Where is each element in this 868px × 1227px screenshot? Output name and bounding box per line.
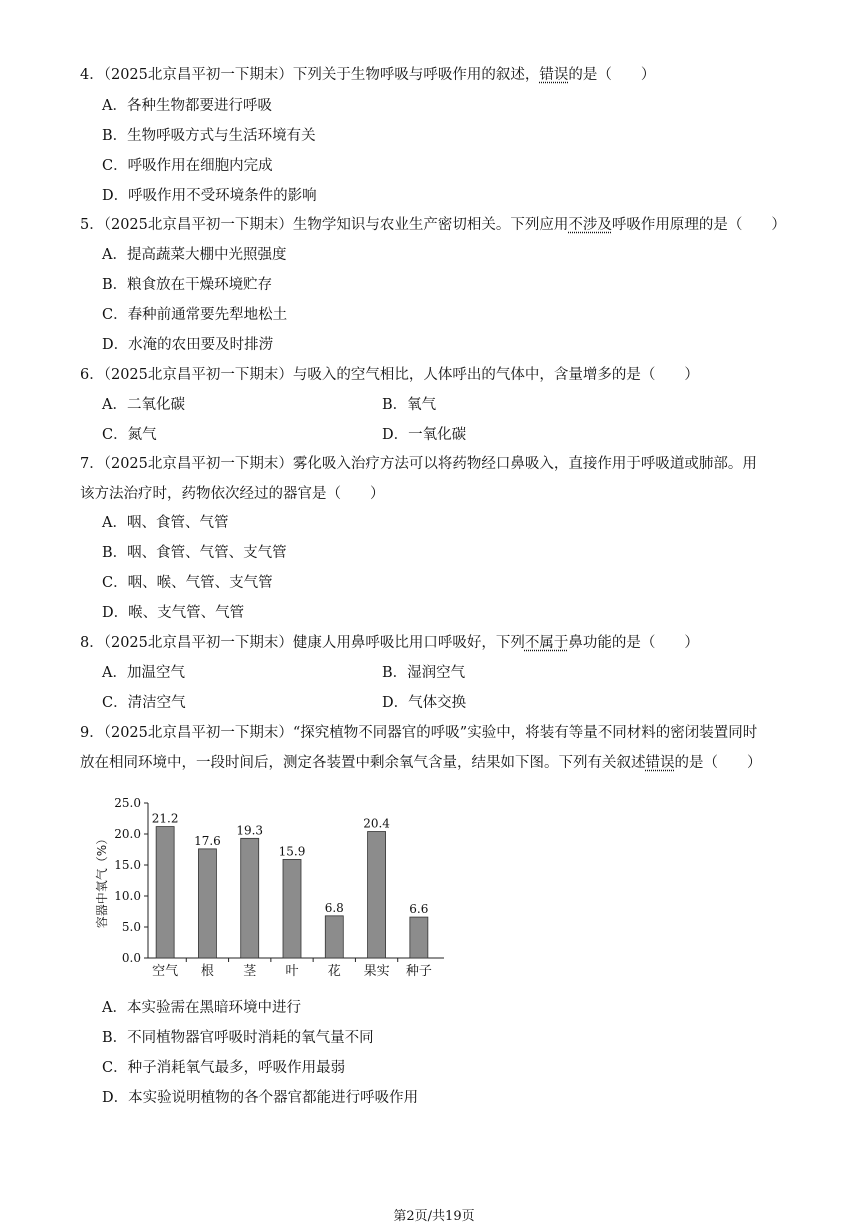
question-number: 5． bbox=[80, 217, 104, 233]
option-b: B．生物呼吸方式与生活环境有关 bbox=[102, 128, 316, 144]
stem-text: 雾化吸入治疗方法可以将药物经口鼻吸入，直接作用于呼吸道或肺部。用 bbox=[292, 456, 757, 472]
option-a: A．加温空气 bbox=[102, 665, 185, 681]
bar-种子 bbox=[410, 917, 428, 958]
question-6-stem bbox=[80, 360, 795, 390]
question-7-stem-line2: 该方法治疗时，药物依次经过的器官是（ ） bbox=[80, 486, 385, 502]
x-tick-label: 果实 bbox=[363, 964, 390, 979]
question-source: （2025北京昌平初一下期末） bbox=[103, 725, 293, 741]
y-axis-label: 容器中氧气（%） bbox=[95, 832, 109, 929]
question-source: （2025北京昌平初一下期末） bbox=[103, 217, 293, 233]
option-d: D．呼吸作用不受环境条件的影响 bbox=[102, 188, 317, 204]
option-a: A．咽、食管、气管 bbox=[102, 515, 229, 531]
option-a: A．提高蔬菜大棚中光照强度 bbox=[102, 247, 287, 263]
x-tick-label: 根 bbox=[200, 964, 214, 979]
option-d: D．水淹的农田要及时排涝 bbox=[102, 337, 274, 353]
y-tick-label: 0.0 bbox=[121, 951, 141, 965]
bar-茎 bbox=[241, 838, 259, 958]
option-b: B．粮食放在干燥环境贮存 bbox=[102, 277, 273, 293]
option-c: C．呼吸作用在细胞内完成 bbox=[102, 158, 273, 174]
option-b: B．湿润空气 bbox=[382, 665, 466, 681]
oxygen-bar-chart bbox=[92, 793, 452, 983]
option-d: D．本实验说明植物的各个器官都能进行呼吸作用 bbox=[102, 1090, 419, 1106]
option-c: C．春种前通常要先犁地松土 bbox=[102, 307, 288, 323]
stem-text: 与吸入的空气相比，人体呼出的气体中，含量增多的是（ ） bbox=[292, 367, 699, 383]
question-9-stem-line2 bbox=[80, 748, 795, 778]
question-source: （2025北京昌平初一下期末） bbox=[103, 367, 293, 383]
stem-text: 下列关于生物呼吸与呼吸作用的叙述， bbox=[292, 67, 540, 83]
y-tick-label: 10.0 bbox=[114, 889, 141, 903]
question-number: 8． bbox=[80, 635, 104, 651]
option-c: C．种子消耗氧气最多，呼吸作用最弱 bbox=[102, 1060, 346, 1076]
stem-text: 的是（ ） bbox=[568, 67, 656, 83]
option-d: D．气体交换 bbox=[382, 695, 467, 711]
option-b: B．不同植物器官呼吸时消耗的氧气量不同 bbox=[102, 1030, 374, 1046]
question-source: （2025北京昌平初一下期末） bbox=[103, 635, 293, 651]
option-a: A．本实验需在黑暗环境中进行 bbox=[102, 1000, 301, 1016]
bar-叶 bbox=[283, 859, 301, 958]
page-footer: 第2页/共19页 bbox=[393, 1209, 475, 1224]
question-source: （2025北京昌平初一下期末） bbox=[103, 67, 293, 83]
bar-value-label: 15.9 bbox=[278, 844, 306, 859]
y-tick-label: 25.0 bbox=[114, 796, 141, 810]
x-tick-label: 空气 bbox=[152, 964, 179, 979]
x-tick-label: 茎 bbox=[243, 964, 257, 979]
option-c: C．咽、喉、气管、支气管 bbox=[102, 575, 273, 591]
question-7-stem bbox=[80, 449, 795, 479]
bar-value-label: 21.2 bbox=[151, 811, 179, 826]
bar-空气 bbox=[156, 827, 174, 958]
question-number: 7． bbox=[80, 456, 104, 472]
x-tick-label: 花 bbox=[327, 964, 341, 979]
option-c: C．氮气 bbox=[102, 427, 157, 443]
emphasis-text: 错误 bbox=[539, 67, 569, 83]
bar-花 bbox=[325, 916, 343, 958]
emphasis-text: 不属于 bbox=[524, 635, 569, 651]
question-8-stem bbox=[80, 628, 795, 658]
question-number: 6． bbox=[80, 367, 104, 383]
question-5-stem bbox=[80, 210, 795, 240]
question-number: 4． bbox=[80, 67, 104, 83]
y-tick-label: 15.0 bbox=[114, 858, 141, 872]
bar-value-label: 6.8 bbox=[324, 900, 344, 915]
stem-text: 生物学知识与农业生产密切相关。下列应用 bbox=[292, 217, 569, 233]
option-d: D．喉、支气管、气管 bbox=[102, 605, 245, 621]
bar-果实 bbox=[368, 832, 386, 958]
bar-根 bbox=[198, 849, 216, 958]
stem-text: 的是（ ） bbox=[674, 755, 762, 771]
x-tick-label: 种子 bbox=[405, 964, 432, 979]
option-c: C．清洁空气 bbox=[102, 695, 186, 711]
stem-text: 放在相同环境中，一段时间后，测定各装置中剩余氧气含量，结果如下图。下列有关叙述 bbox=[80, 755, 646, 771]
y-tick-label: 5.0 bbox=[121, 920, 141, 934]
option-a: A．各种生物都要进行呼吸 bbox=[102, 98, 272, 114]
emphasis-text: 错误 bbox=[645, 755, 675, 771]
y-tick-label: 20.0 bbox=[114, 827, 141, 841]
stem-text: “探究植物不同器官的呼吸”实验中，将装有等量不同材料的密闭装置同时 bbox=[292, 725, 758, 741]
stem-text: 健康人用鼻呼吸比用口呼吸好，下列 bbox=[292, 635, 525, 651]
question-number: 9． bbox=[80, 725, 104, 741]
stem-text: 鼻功能的是（ ） bbox=[568, 635, 699, 651]
option-a: A．二氧化碳 bbox=[102, 397, 185, 413]
stem-text: 呼吸作用原理的是（ ） bbox=[611, 217, 786, 233]
bar-value-label: 17.6 bbox=[194, 833, 221, 848]
bar-value-label: 6.6 bbox=[409, 902, 429, 917]
bar-value-label: 20.4 bbox=[363, 816, 390, 831]
emphasis-text: 不涉及 bbox=[568, 217, 612, 233]
bar-value-label: 19.3 bbox=[236, 823, 264, 838]
x-tick-label: 叶 bbox=[285, 964, 299, 979]
question-source: （2025北京昌平初一下期末） bbox=[103, 456, 293, 472]
question-4-stem bbox=[80, 60, 795, 90]
question-9-stem bbox=[80, 718, 795, 748]
option-d: D．一氧化碳 bbox=[382, 427, 467, 443]
option-b: B．氧气 bbox=[382, 397, 437, 413]
option-b: B．咽、食管、气管、支气管 bbox=[102, 545, 287, 561]
